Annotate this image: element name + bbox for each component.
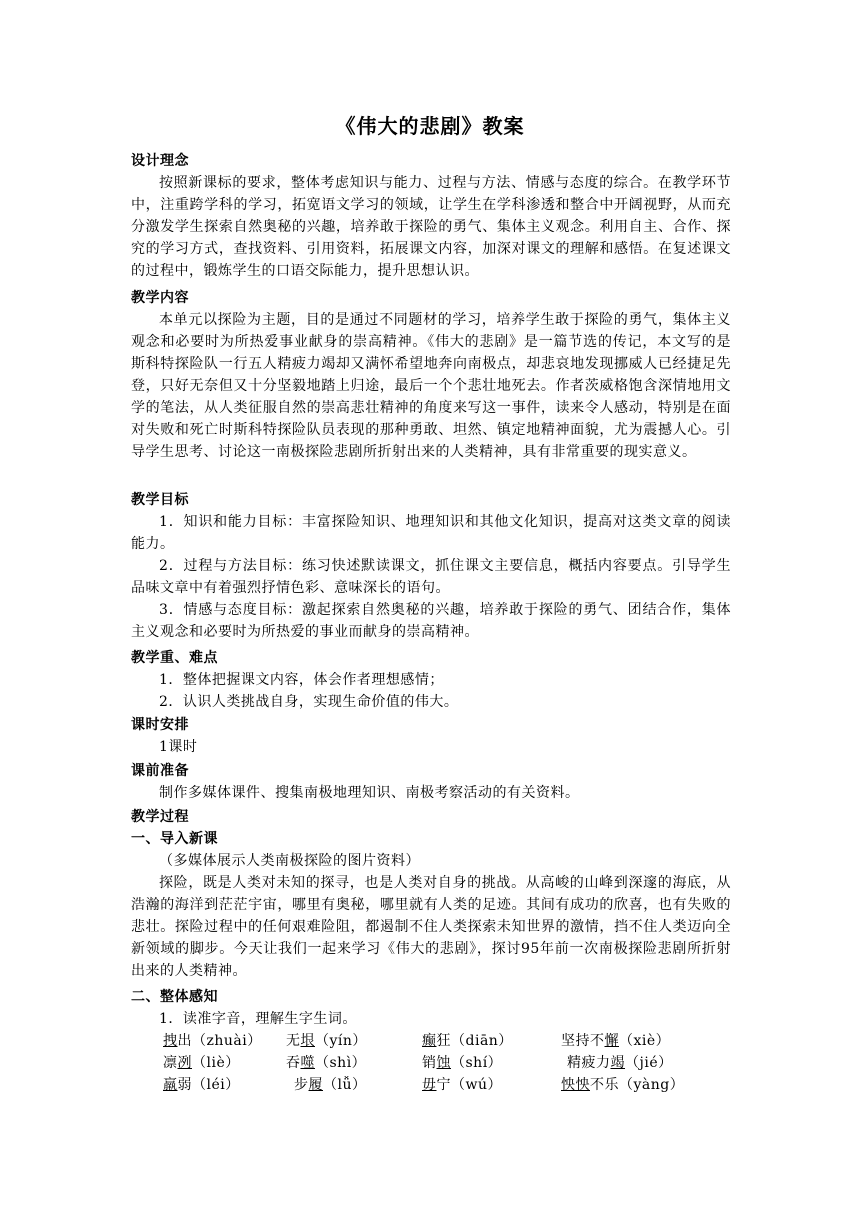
vocab-item: 销蚀（shí）: [422, 1055, 503, 1071]
schedule-text: 1课时: [159, 739, 198, 755]
goal-item: 3．情感与态度目标：激起探索自然奥秘的兴趣，培养敢于探险的勇气、团结合作，集体主义观念和必要时为所热爱的事业而献身的崇高精神。: [131, 602, 731, 640]
vocab-table: [131, 1030, 731, 1096]
section-heading-keypoints: 教学重、难点: [131, 650, 218, 666]
section-process: [131, 806, 731, 982]
section-goals: [131, 489, 731, 643]
vocab-item: 羸弱（léi）: [163, 1077, 240, 1093]
section-heading-prep: 课前准备: [131, 763, 189, 779]
content-paragraph: 本单元以探险为主题，目的是通过不同题材的学习，培养学生敢于探险的勇气，集体主义观念和必要时为所热爱事业献身的崇高精神。《伟大的悲剧》是一篇节选的传记，本文写的是斯科特探险队一行五人精疲力竭却又满怀希望地奔向南极点，却悲哀地发现挪威人已经捷足先登，只好无奈但又十分坚毅地踏上归途，最后一个个悲壮地死去。作者茨威格饱含深情地用文学的笔法，从人类征服自然的崇高悲壮精神的角度来写这一事件，读来令人感动，特别是在面对失败和死亡时斯科特探险队员表现的那种勇敢、坦然、镇定地精神面貌，尤为震撼人心。引导学生思考、讨论这一南极探险悲剧所折射出来的人类精神，具有非常重要的现实意义。: [131, 312, 731, 460]
subsection-heading-overview: 二、整体感知: [131, 989, 218, 1005]
vocab-item: 凛冽（liè）: [163, 1055, 240, 1071]
vocab-item: 吞噬（shì）: [286, 1055, 367, 1071]
vocab-item: 坚持不懈（xiè）: [561, 1033, 671, 1049]
vocab-item: 怏怏不乐（yàng）: [561, 1077, 685, 1093]
intro-paragraph: 探险，既是人类对未知的探寻，也是人类对自身的挑战。从高峻的山峰到深邃的海底，从浩瀚的海洋到茫茫宇宙，哪里有奥秘，哪里就有人类的足迹。其间有成功的欣喜，也有失败的悲壮。探险过程中的任何艰难险阻，都遏制不住人类探索未知世界的激情，挡不住人类迈向全新领域的脚步。今天让我们一起来学习《伟大的悲剧》，探讨95年前一次南极探险悲剧所折射出来的人类精神。: [131, 875, 731, 979]
section-heading-design: 设计理念: [131, 153, 189, 169]
vocab-item: 癫狂（diān）: [422, 1033, 513, 1049]
goal-item: 2．过程与方法目标：练习快述默读课文，抓住课文主要信息，概括内容要点。引导学生品味文章中有着强烈抒情色彩、意味深长的语句。: [131, 558, 731, 596]
vocab-item: 毋宁（wú）: [422, 1077, 502, 1093]
overview-item-1: 1．读准字音，理解生字生词。: [159, 1011, 357, 1027]
vocab-row: [131, 1074, 731, 1096]
design-paragraph: 按照新课标的要求，整体考虑知识与能力、过程与方法、情感与态度的综合。在教学环节中，注重跨学科的学习，拓宽语文学习的领域，让学生在学科渗透和整合中开阔视野，从而充分激发学生探索自然奥秘的兴趣，培养敢于探险的勇气、集体主义观念。利用自主、合作、探究的学习方式，查找资料、引用资料，拓展课文内容，加深对课文的理解和感悟。在复述课文的过程中，锻炼学生的口语交际能力，提升思想认识。: [131, 175, 731, 279]
section-design: [131, 150, 731, 282]
vocab-row: [131, 1052, 731, 1074]
vocab-item: 精疲力竭（jié）: [567, 1055, 673, 1071]
document-title: 《伟大的悲剧》教案: [335, 114, 525, 138]
section-heading-process: 教学过程: [131, 809, 189, 825]
section-content: [131, 287, 731, 463]
section-heading-goals: 教学目标: [131, 492, 189, 508]
goal-item: 1．知识和能力目标：丰富探险知识、地理知识和其他文化知识，提高对这类文章的阅读能力。: [131, 514, 731, 552]
vocab-row: [131, 1030, 731, 1052]
section-keypoints: [131, 647, 731, 713]
section-overview: [131, 986, 731, 1030]
intro-note: （多媒体展示人类南极探险的图片资料）: [159, 853, 420, 869]
section-heading-schedule: 课时安排: [131, 717, 189, 733]
vocab-item: 步履（lǚ）: [294, 1077, 367, 1093]
section-prep: [131, 760, 731, 804]
section-schedule: [131, 714, 731, 758]
keypoint-item: 1．整体把握课文内容，体会作者理想感情；: [159, 672, 444, 688]
keypoint-item: 2．认识人类挑战自身，实现生命价值的伟大。: [159, 694, 459, 710]
subsection-heading-intro: 一、导入新课: [131, 831, 218, 847]
prep-text: 制作多媒体课件、搜集南极地理知识、南极考察活动的有关资料。: [159, 785, 580, 801]
vocab-item: 无垠（yín）: [286, 1033, 367, 1049]
section-heading-content: 教学内容: [131, 290, 189, 306]
vocab-item: 拽出（zhuài）: [163, 1033, 262, 1049]
